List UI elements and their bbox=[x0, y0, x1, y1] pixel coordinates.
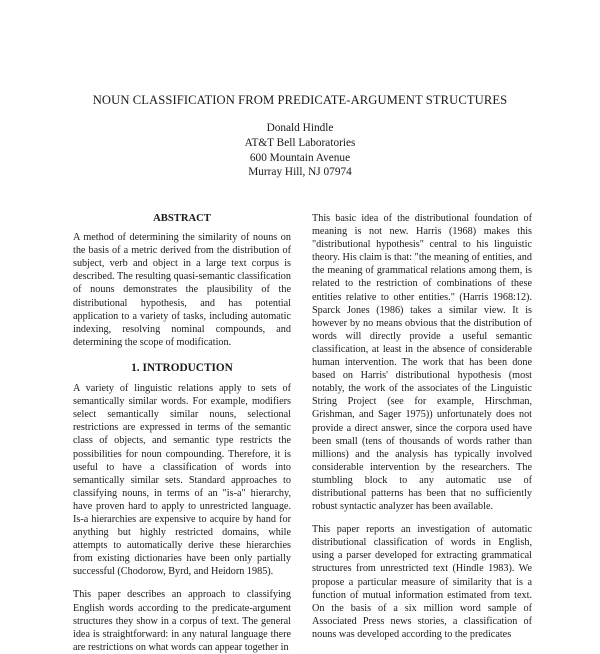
abstract-heading: ABSTRACT bbox=[153, 213, 211, 224]
abstract-text: A method of determining the similarity of nouns on the basis of a metric derived from the distribution of subject, verb and object in a large text corpus is described. The resulting quasi-semantic classification of nouns demonstrates the plausibility of the distributional hypothesis, and has potential application to a variety of tasks, including automatic indexing, resolving nominal compounds, and determining the scope of modification. bbox=[73, 232, 291, 348]
introduction-heading: 1. INTRODUCTION bbox=[131, 361, 233, 374]
intro-paragraph-2: This paper describes an approach to classifying English words according to the predicate-argument structures they show in a corpus of text. The general idea is straightforward: in any natural language there are restrictions on what words can appear together in bbox=[73, 589, 291, 653]
author-affiliation: AT&T Bell Laboratories bbox=[244, 136, 356, 149]
author-block bbox=[0, 121, 600, 180]
author-name: Donald Hindle bbox=[266, 122, 334, 134]
paper-title: NOUN CLASSIFICATION FROM PREDICATE-ARGUMENT STRUCTURES bbox=[92, 93, 508, 107]
intro-paragraph-1: A variety of linguistic relations apply to sets of semantically similar words. For example, modifiers select semantically similar nouns, selectional restrictions are expressed in terms of the semantic class of objects, and semantic type restricts the possibilities for noun compounding. Therefore, it is useful to have a classification of words into semantically similar sets. Standard approaches to classifying nouns, in terms of an "is-a" hierarchy, have proven hard to apply to unrestricted language. Is-a hierarchies are expensive to acquire by hand for anything but highly restricted domains, while attempts to automatically derive these hierarchies from existing dictionaries have been only partially successful (Chodorow, Byrd, and Heidorn 1985). bbox=[73, 383, 291, 578]
author-city: Murray Hill, NJ 07974 bbox=[248, 166, 352, 179]
right-paragraph-1: This basic idea of the distributional foundation of meaning is not new. Harris (1968) makes this "distributional hypothesis" central to his linguistic theory. His claim is that: "the meaning of entities, and the meaning of grammatical relations among them, is related to the restriction of combinations of these entities relative to other entities." (Harris 1968:12). Sparck Jones (1986) takes a similar view. It is however by no means obvious that the distribution of words will directly provide a useful semantic classification, at least in the absence of considerable human intervention. The work that has been done based on Harris' distributional hypothesis (most notably, the work of the associates of the Linguistic String Project (see for example, Hirschman, Grishman, and Sager 1975)) unfortunately does not provide a direct answer, since the corpora used have been small (tens of thousands of words rather than millions) and the analysis has typically involved considerable intervention by the researchers. The stumbling block to any automatic use of distributional patterns has been that no sufficiently robust syntactic analyzer has been available. bbox=[312, 213, 532, 513]
left-column bbox=[73, 212, 291, 654]
author-street: 600 Mountain Avenue bbox=[249, 151, 351, 164]
right-column bbox=[312, 212, 532, 641]
right-paragraph-2: This paper reports an investigation of automatic distributional classification of words in English, using a parser developed for extracting grammatical structures from unrestricted text (Hindle 1983). We propose a particular measure of similarity that is a function of mutual information estimated from text. On the basis of a six million word sample of Associated Press news stories, a classification of nouns was developed according to the predicates bbox=[312, 524, 532, 640]
